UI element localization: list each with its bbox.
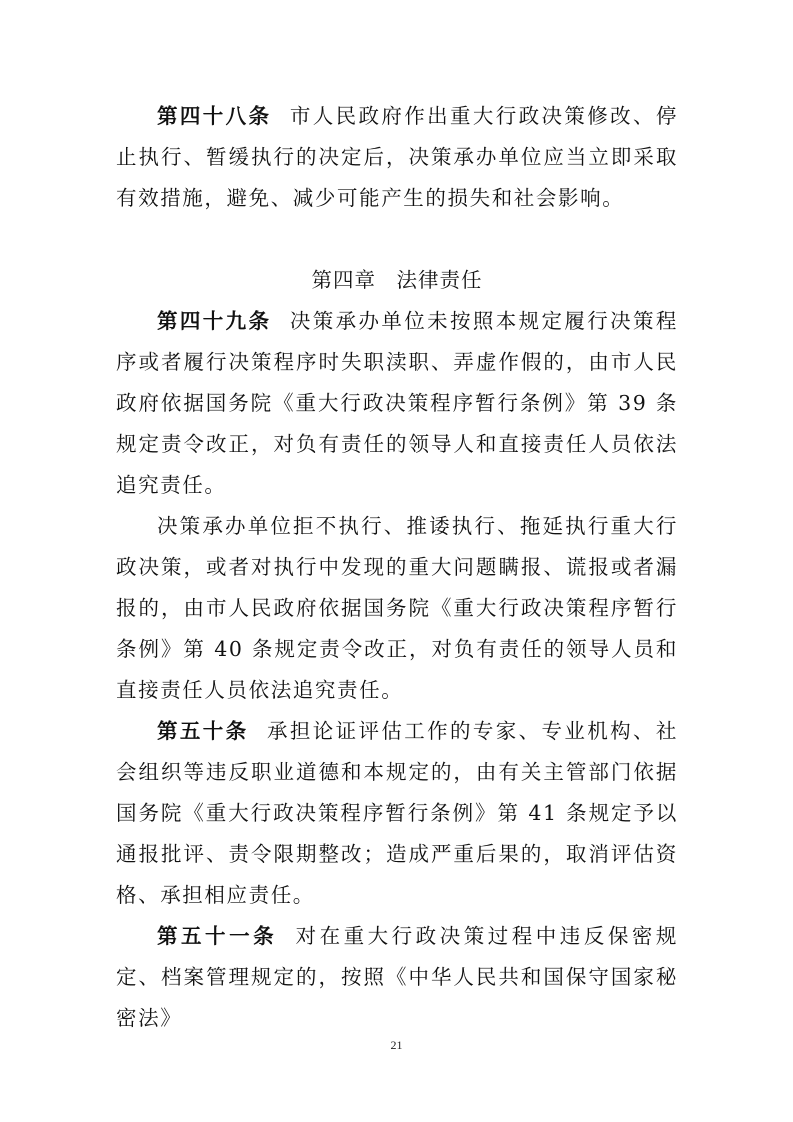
article-49	[116, 301, 678, 506]
article-number: 第五十一条	[157, 924, 278, 948]
chapter-number: 第四章	[311, 268, 376, 292]
article-51	[116, 916, 678, 1039]
chapter-title: 法律责任	[396, 268, 483, 292]
document-body	[116, 96, 678, 1039]
article-49-para-2	[116, 506, 678, 711]
article-50	[116, 711, 678, 916]
article-text: 市人民政府作出重大行政决策修改、停止执行、暂缓执行的决定后，决策承办单位应当立即采取有效措施，避免、减少可能产生的损失和社会影响。	[116, 104, 679, 210]
article-number: 第五十条	[157, 719, 249, 743]
article-48	[116, 96, 678, 219]
page-number: 21	[390, 1038, 403, 1052]
article-text: 对在重大行政决策过程中违反保密规定、档案管理规定的，按照《中华人民共和国保守国家秘密法》	[116, 924, 679, 1030]
article-text: 决策承办单位未按照本规定履行决策程序或者履行决策程序时失职渎职、弄虚作假的，由市人民政府依据国务院《重大行政决策程序暂行条例》第 39 条规定责令改正，对负有责任的领导人和直接责任人员依法追究责任。	[116, 309, 679, 497]
article-number: 第四十八条	[157, 104, 272, 128]
article-text: 决策承办单位拒不执行、推诿执行、拖延执行重大行政决策，或者对执行中发现的重大问题瞒报、谎报或者漏报的，由市人民政府依据国务院《重大行政决策程序暂行条例》第 40 条规定责令改正，对负有责任的领导人员和直接责任人员依法追究责任。	[116, 514, 678, 702]
chapter-heading	[116, 260, 678, 301]
article-number: 第四十九条	[157, 309, 272, 333]
article-text: 承担论证评估工作的专家、专业机构、社会组织等违反职业道德和本规定的，由有关主管部门依据国务院《重大行政决策程序暂行条例》第 41 条规定予以通报批评、责令限期整改；造成严重后果的，取消评估资格、承担相应责任。	[116, 719, 678, 907]
